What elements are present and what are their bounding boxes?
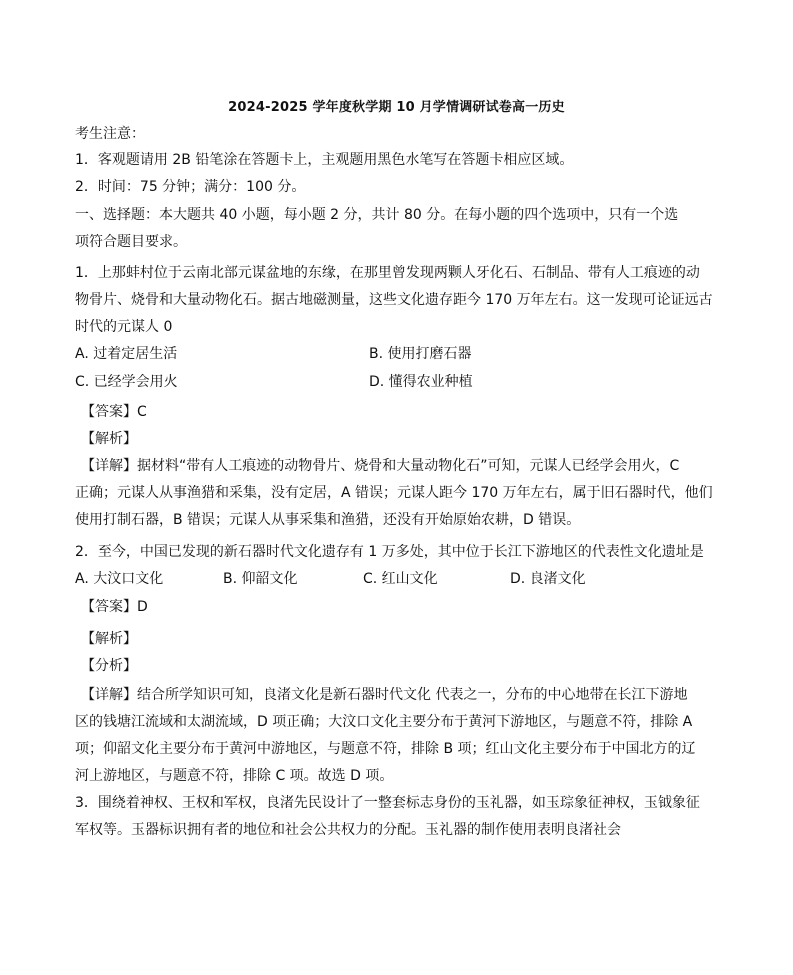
question-1-detail-line-1: 【详解】据材料“带有人工痕迹的动物骨片、烧骨和大量动物化石”可知，元谋人已经学会用火，C [81, 458, 680, 474]
question-1-line-1: 1．上那蚌村位于云南北部元谋盆地的东缘，在那里曾发现两颗人牙化石、石制品、带有人工痕迹的动 [75, 265, 700, 281]
notice-item-1: 1．客观题请用 2B 铅笔涂在答题卡上，主观题用黑色水笔写在答题卡相应区域。 [75, 152, 574, 168]
question-1-detail-line-3: 使用打制石器，B 错误；元谋人从事采集和渔猎，还没有开始原始农耕，D 错误。 [75, 512, 581, 528]
question-1-line-3: 时代的元谋人 0 [75, 319, 173, 335]
question-2-option-a: A. 大汶口文化 [75, 571, 164, 587]
question-2-fenxi-heading: 【分析】 [81, 658, 137, 674]
question-2-answer: 【答案】D [81, 599, 148, 615]
question-1-option-a: A. 过着定居生活 [75, 346, 178, 362]
question-1-option-b: B. 使用打磨石器 [369, 346, 472, 362]
question-1-detail-line-2: 正确；元谋人从事渔猎和采集，没有定居，A 错误；元谋人距今 170 万年左右，属于旧石器时代，他们 [75, 485, 713, 501]
question-2-detail-line-4: 河上游地区，与题意不符，排除 C 项。故选 D 项。 [75, 768, 394, 784]
question-1-answer: 【答案】C [81, 404, 147, 420]
question-3-line-2: 军权等。玉器标识拥有者的地位和社会公共权力的分配。玉礼器的制作使用表明良渚社会 [75, 822, 621, 838]
question-1-line-2: 物骨片、烧骨和大量动物化石。据古地磁测量，这些文化遗存距今 170 万年左右。这一发现可论证远古 [75, 292, 713, 308]
question-2-detail-line-1: 【详解】结合所学知识可知，良渚文化是新石器时代文化 代表之一，分布的中心地带在长江下游地 [81, 687, 688, 703]
question-2-analysis-heading: 【解析】 [81, 631, 137, 647]
section-instruction-line-2: 项符合题目要求。 [75, 234, 187, 250]
question-2-detail-line-3: 项；仰韶文化主要分布于黄河中游地区，与题意不符，排除 B 项；红山文化主要分布于中国北方的辽 [75, 741, 696, 757]
notice-item-2: 2．时间：75 分钟；满分：100 分。 [75, 179, 306, 195]
section-instruction-line-1: 一、选择题：本大题共 40 小题，每小题 2 分，共计 80 分。在每小题的四个选项中，只有一个选 [75, 207, 679, 223]
question-1-option-d: D. 懂得农业种植 [369, 374, 473, 390]
question-1-option-c: C. 已经学会用火 [75, 374, 178, 390]
notice-heading: 考生注意： [75, 126, 145, 142]
question-2-line-1: 2．至今，中国已发现的新石器时代文化遗存有 1 万多处，其中位于长江下游地区的代表性文化遗址是 [75, 544, 704, 560]
question-2-option-b: B. 仰韶文化 [223, 571, 298, 587]
question-2-detail-line-2: 区的钱塘江流域和太湖流域，D 项正确；大汶口文化主要分布于黄河下游地区，与题意不符，排除 A [75, 714, 693, 730]
page-title: 2024-2025 学年度秋学期 10 月学情调研试卷高一历史 [228, 100, 565, 115]
question-3-line-1: 3．围绕着神权、王权和军权，良渚先民设计了一整套标志身份的玉礼器，如玉琮象征神权，玉钺象征 [75, 795, 700, 811]
question-2-option-c: C. 红山文化 [363, 571, 438, 587]
question-2-option-d: D. 良渚文化 [510, 571, 586, 587]
question-1-analysis-heading: 【解析】 [81, 431, 137, 447]
